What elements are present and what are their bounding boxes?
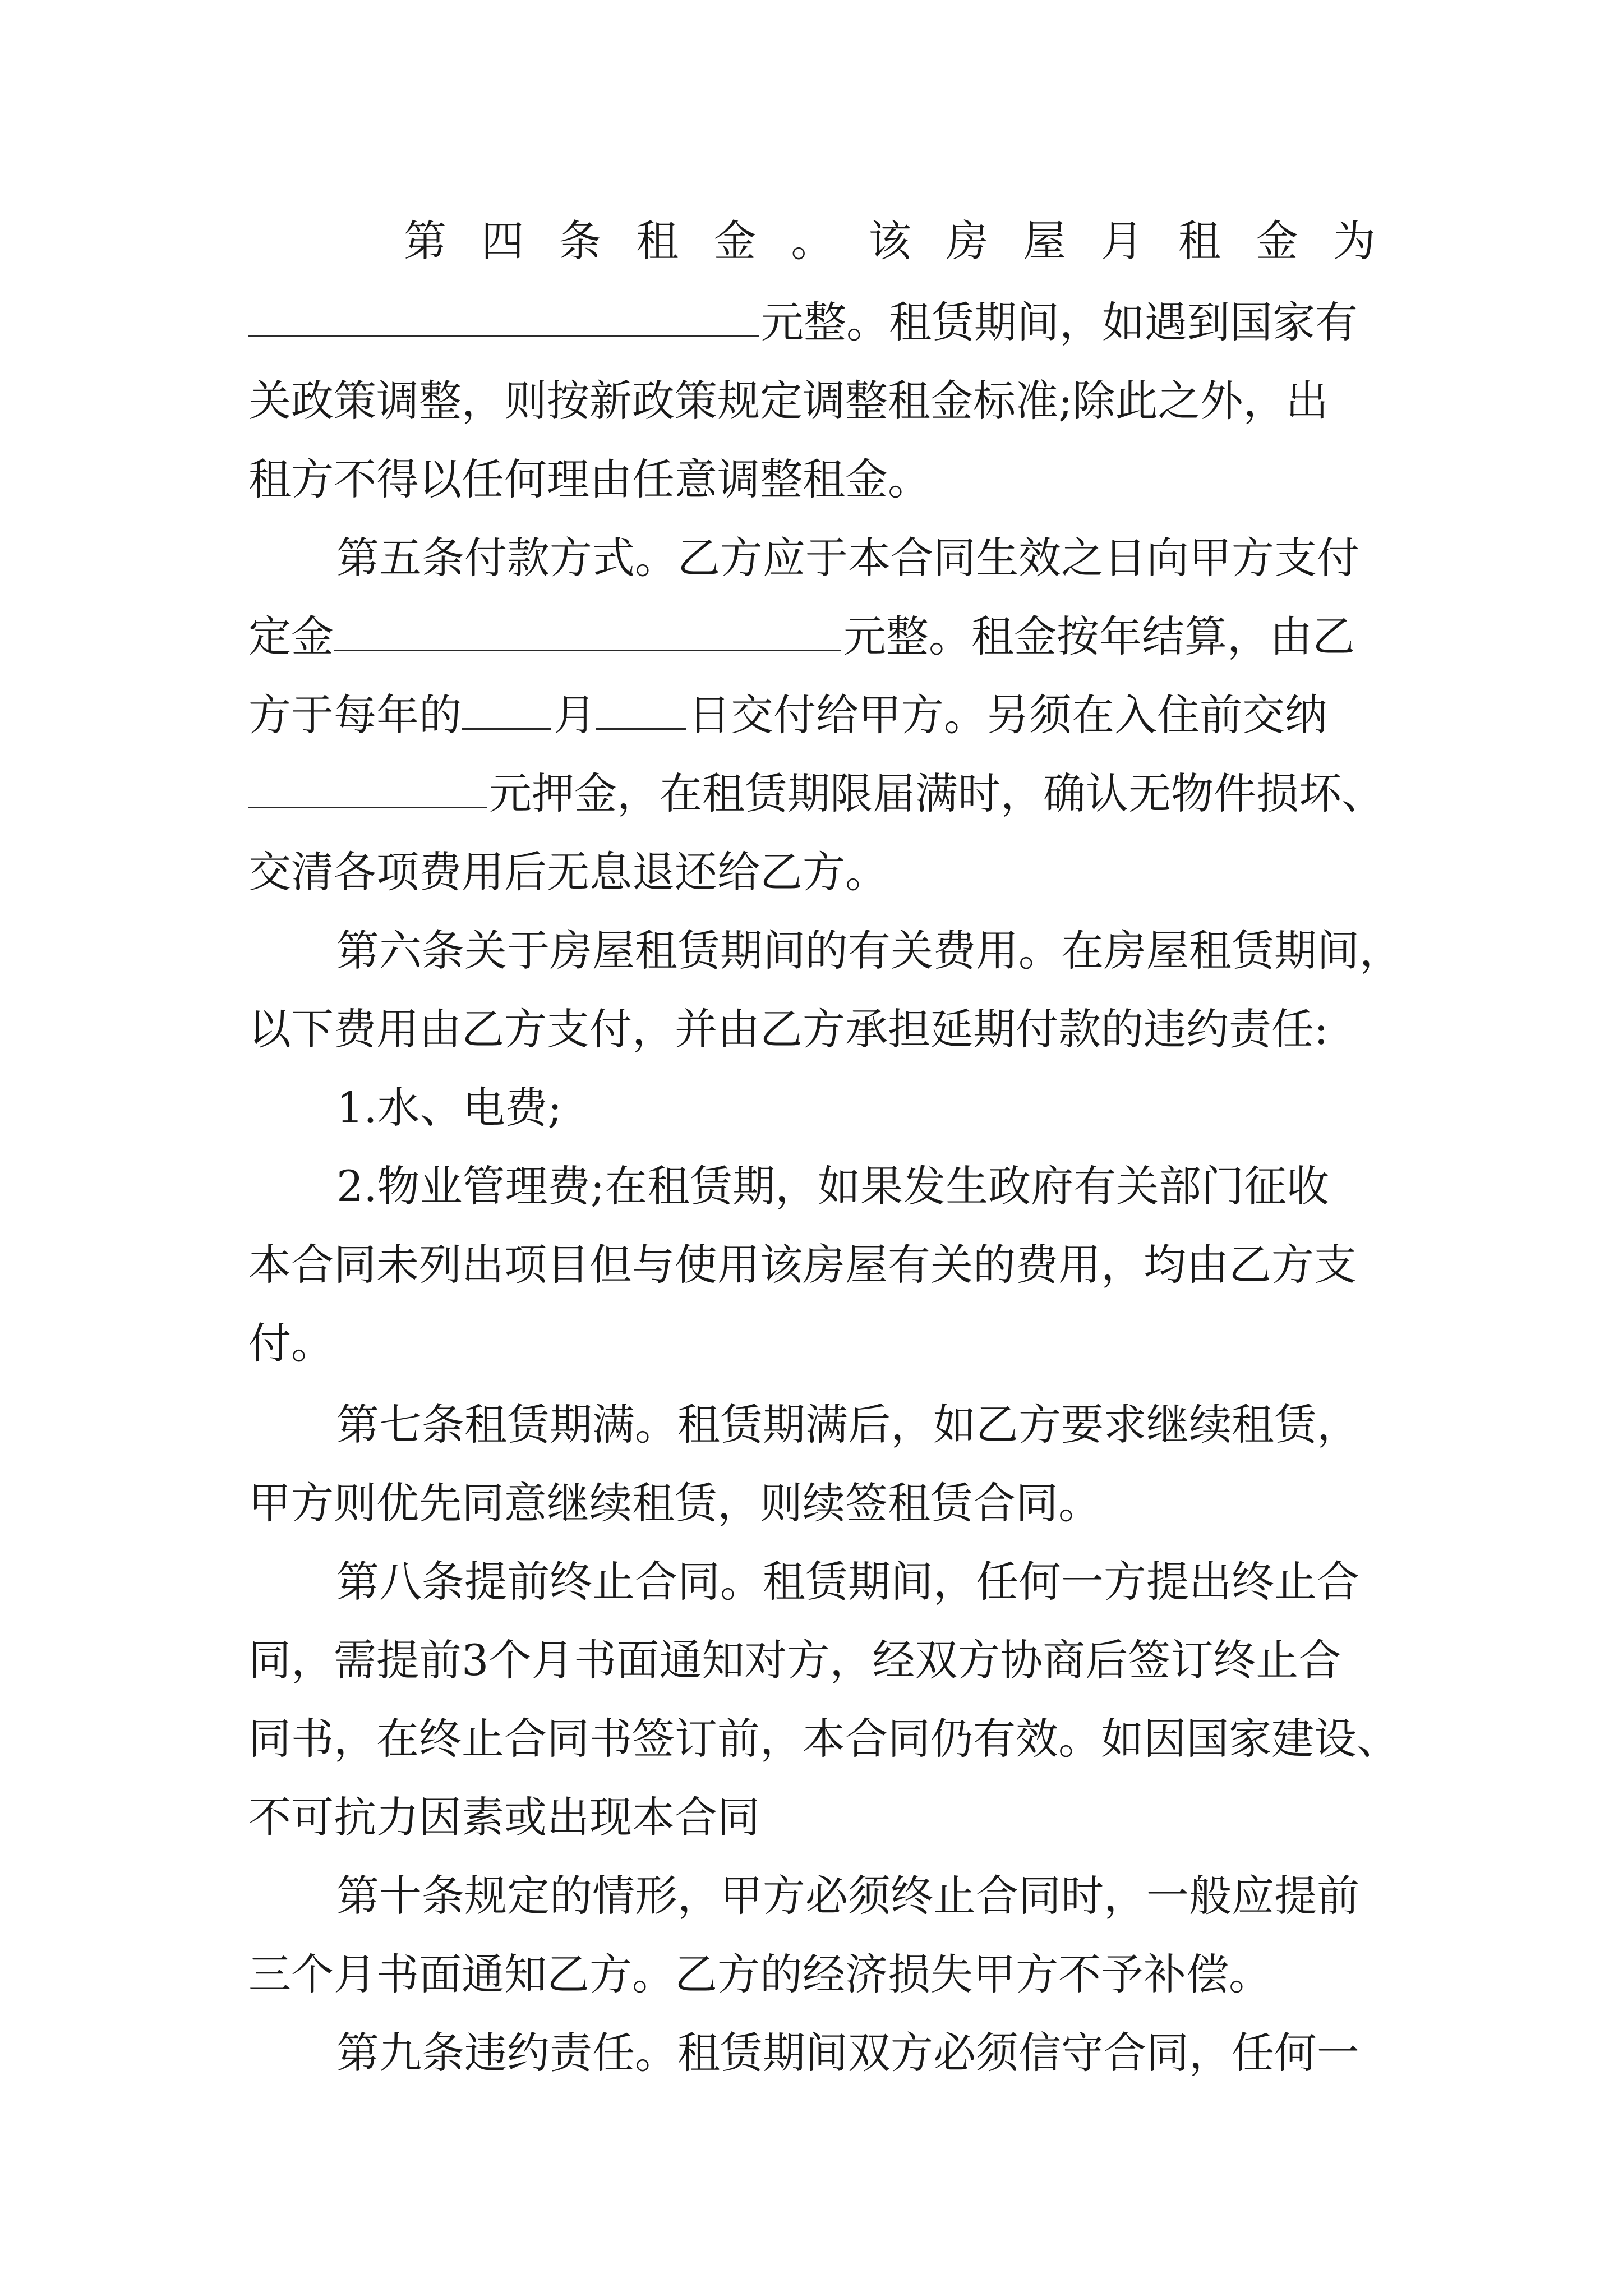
art4-heading-line	[404, 213, 1376, 269]
art4-char: 条	[559, 216, 602, 266]
art8-line-4: 不可抗力因素或出现本合同	[248, 1792, 760, 1842]
art6-item-2-line-2: 本合同未列出项目但与使用该房屋有关的费用，均由乙方支	[248, 1240, 1357, 1290]
art5-line-3-c: 日交付给甲方。另须在入住前交纳	[688, 690, 1327, 740]
art7-line-2: 甲方则优先同意继续租赁，则续签租赁合同。	[248, 1478, 1101, 1528]
art5-line-2	[248, 609, 1376, 665]
art4-line-2	[248, 295, 1376, 351]
security-deposit-blank	[248, 770, 487, 808]
art8-line-1: 第八条提前终止合同。租赁期间，任何一方提出终止合	[336, 1557, 1359, 1607]
art8-line-3: 同书，在终止合同书签订前，本合同仍有效。如因国家建设、	[248, 1714, 1399, 1764]
art10-line-2: 三个月书面通知乙方。乙方的经济损失甲方不予补偿。	[248, 1949, 1271, 1999]
payment-month-blank	[462, 691, 551, 730]
art4-line-4: 租方不得以任何理由任意调整租金。	[248, 454, 930, 504]
art9-line-1: 第九条违约责任。租赁期间双方必须信守合同，任何一	[336, 2028, 1359, 2078]
art6-line-2: 以下费用由乙方支付，并由乙方承担延期付款的违约责任:	[248, 1004, 1329, 1054]
art4-char: 四	[481, 216, 524, 266]
art5-line-4-text: 元押金，在租赁期限届满时，确认无物件损坏、	[489, 769, 1384, 818]
art4-char: 金	[713, 216, 757, 266]
art5-line-3-b: 月	[554, 690, 596, 740]
art4-line-2-text: 元整。租赁期间，如遇到国家有	[761, 297, 1358, 347]
art5-line-5: 交清各项费用后无息退还给乙方。	[248, 847, 888, 897]
art4-char: 该	[868, 216, 911, 266]
art4-char: 。	[791, 216, 834, 266]
art5-line-2-before: 定金	[248, 611, 334, 661]
deposit-amount-blank	[334, 613, 841, 651]
art5-line-2-after: 元整。租金按年结算，由乙	[843, 611, 1355, 661]
art4-char: 屋	[1023, 216, 1066, 266]
art6-item-2-line-3: 付。	[248, 1318, 334, 1368]
art6-line-1: 第六条关于房屋租赁期间的有关费用。在房屋租赁期间，	[336, 926, 1402, 976]
art5-line-1: 第五条付款方式。乙方应于本合同生效之日向甲方支付	[336, 533, 1359, 583]
art4-char: 金	[1255, 216, 1298, 266]
art4-line-3: 关政策调整，则按新政策规定调整租金标准;除此之外，出	[248, 376, 1329, 426]
art6-item-1: 1.水、电费;	[336, 1083, 562, 1133]
rent-amount-blank	[248, 298, 759, 337]
art4-char: 租	[636, 216, 679, 266]
art4-char: 第	[404, 216, 446, 266]
art5-line-4	[248, 766, 1384, 822]
art5-line-3-a: 方于每年的	[248, 690, 462, 740]
art6-item-2-line-1: 2.物业管理费;在租赁期，如果发生政府有关部门征收	[336, 1161, 1330, 1211]
payment-day-blank	[596, 691, 686, 730]
art5-line-3	[248, 687, 1376, 743]
art4-char: 租	[1178, 216, 1221, 266]
art8-line-2: 同，需提前3个月书面通知对方，经双方协商后签订终止合	[248, 1635, 1341, 1685]
art10-line-1: 第十条规定的情形，甲方必须终止合同时，一般应提前	[336, 1871, 1359, 1921]
art4-char: 房	[946, 216, 989, 266]
art7-line-1: 第七条租赁期满。租赁期满后，如乙方要求继续租赁，	[336, 1400, 1359, 1450]
art4-char: 月	[1100, 216, 1144, 266]
art4-char: 为	[1332, 216, 1376, 266]
